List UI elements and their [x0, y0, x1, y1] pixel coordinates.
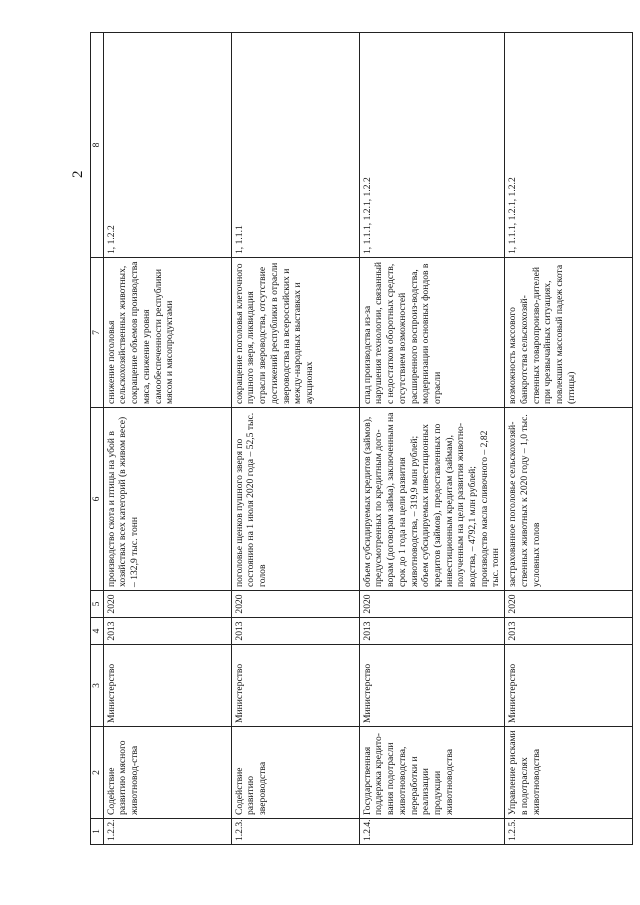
cell-name: Содействие развитию звероводства	[231, 727, 359, 819]
cell-end: 2020	[505, 591, 633, 618]
measures-table	[90, 32, 633, 845]
table-row	[505, 33, 633, 845]
cell-executor: Министерство	[359, 645, 504, 727]
cell-end: 2020	[359, 591, 504, 618]
page-number: 2	[70, 170, 86, 178]
cell-num: 1.2.5.	[505, 819, 633, 845]
cell-start: 2013	[103, 618, 231, 645]
cell-consequences: спад производства из-за нарушения технологии, связанный с недостатком оборотных средств, отсутствием возможностей расширенного воспроиз-водства, модернизации основных фондов в отрасли	[359, 258, 504, 408]
header-col-4: 4	[91, 618, 104, 645]
cell-end: 2020	[231, 591, 359, 618]
cell-start: 2013	[359, 618, 504, 645]
cell-consequences: возможность массового банкротства сельскохозяй-ственных товаропроизво-дителей при чрезвычайных ситуациях, повлекших массовый падеж скота (птицы)	[505, 258, 633, 408]
table-row	[231, 33, 359, 845]
cell-consequences: снижение поголовья сельскохозяйственных животных, сокращение объемов производства мяса, снижение уровня самообеспеченности республики мясом и мясопродуктами	[103, 258, 231, 408]
cell-consequences: сокращение поголовья клеточного пушного зверя, ликвидация отрасли звероводства, отсутствие достижений республики в отрасли звероводства на всероссийских и между-народных выставках и аукционах	[231, 258, 359, 408]
table-row	[359, 33, 504, 845]
cell-executor: Министерство	[231, 645, 359, 727]
cell-start: 2013	[231, 618, 359, 645]
cell-link: 1, 1.2.2	[103, 33, 231, 258]
cell-result: объем субсидируемых кредитов (займов), предусмотренных по кредитным дого-ворам (договорам займа), заключенным на срок до 1 года на цели развития животноводства, – 319,9 млн рублей; объем субсидируемых инвестиционных кредитов (займов), предоставленных по инвестиционным кредитам (займам), полученным на цели развития животно-водства, – 4792,1 млн рублей; производство масла сливочного – 2,82 тыс. тонн	[359, 408, 504, 591]
cell-name: Содействие развитию мясного животновод-ства	[103, 727, 231, 819]
cell-link: 1, 1.1.1, 1.2.1, 1.2.2	[505, 33, 633, 258]
header-col-3: 3	[91, 645, 104, 727]
header-col-1: 1	[91, 819, 104, 845]
cell-executor: Министерство	[505, 645, 633, 727]
table-row	[103, 33, 231, 845]
cell-result: застрахованное поголовье сельскохозяй-ственных животных к 2020 году – 1,0 тыс. условных голов	[505, 408, 633, 591]
header-col-7: 7	[91, 258, 104, 408]
cell-link: 1, 1.1.1	[231, 33, 359, 258]
cell-executor: Министерство	[103, 645, 231, 727]
header-col-8: 8	[91, 33, 104, 258]
header-col-2: 2	[91, 727, 104, 819]
table-header-row	[91, 33, 104, 845]
cell-name: Государственная поддержка кредито-вания подотрасли животноводства, переработки и реализации продукции животноводства	[359, 727, 504, 819]
cell-num: 1.2.2.	[103, 819, 231, 845]
cell-num: 1.2.4.	[359, 819, 504, 845]
cell-num: 1.2.3.	[231, 819, 359, 845]
header-col-6: 6	[91, 408, 104, 591]
cell-result: производство скота и птицы на убой в хозяйствах всех категорий (в живом весе) – 132,9 тыс. тонн	[103, 408, 231, 591]
rotated-table-container	[90, 33, 612, 845]
cell-link: 1, 1.1.1, 1.2.1, 1.2.2	[359, 33, 504, 258]
cell-end: 2020	[103, 591, 231, 618]
cell-start: 2013	[505, 618, 633, 645]
header-col-5: 5	[91, 591, 104, 618]
cell-result: поголовье щенков пушного зверя по состоянию на 1 июля 2020 года – 52,5 тыс. голов	[231, 408, 359, 591]
cell-name: Управление рисками в подотраслях животноводства	[505, 727, 633, 819]
